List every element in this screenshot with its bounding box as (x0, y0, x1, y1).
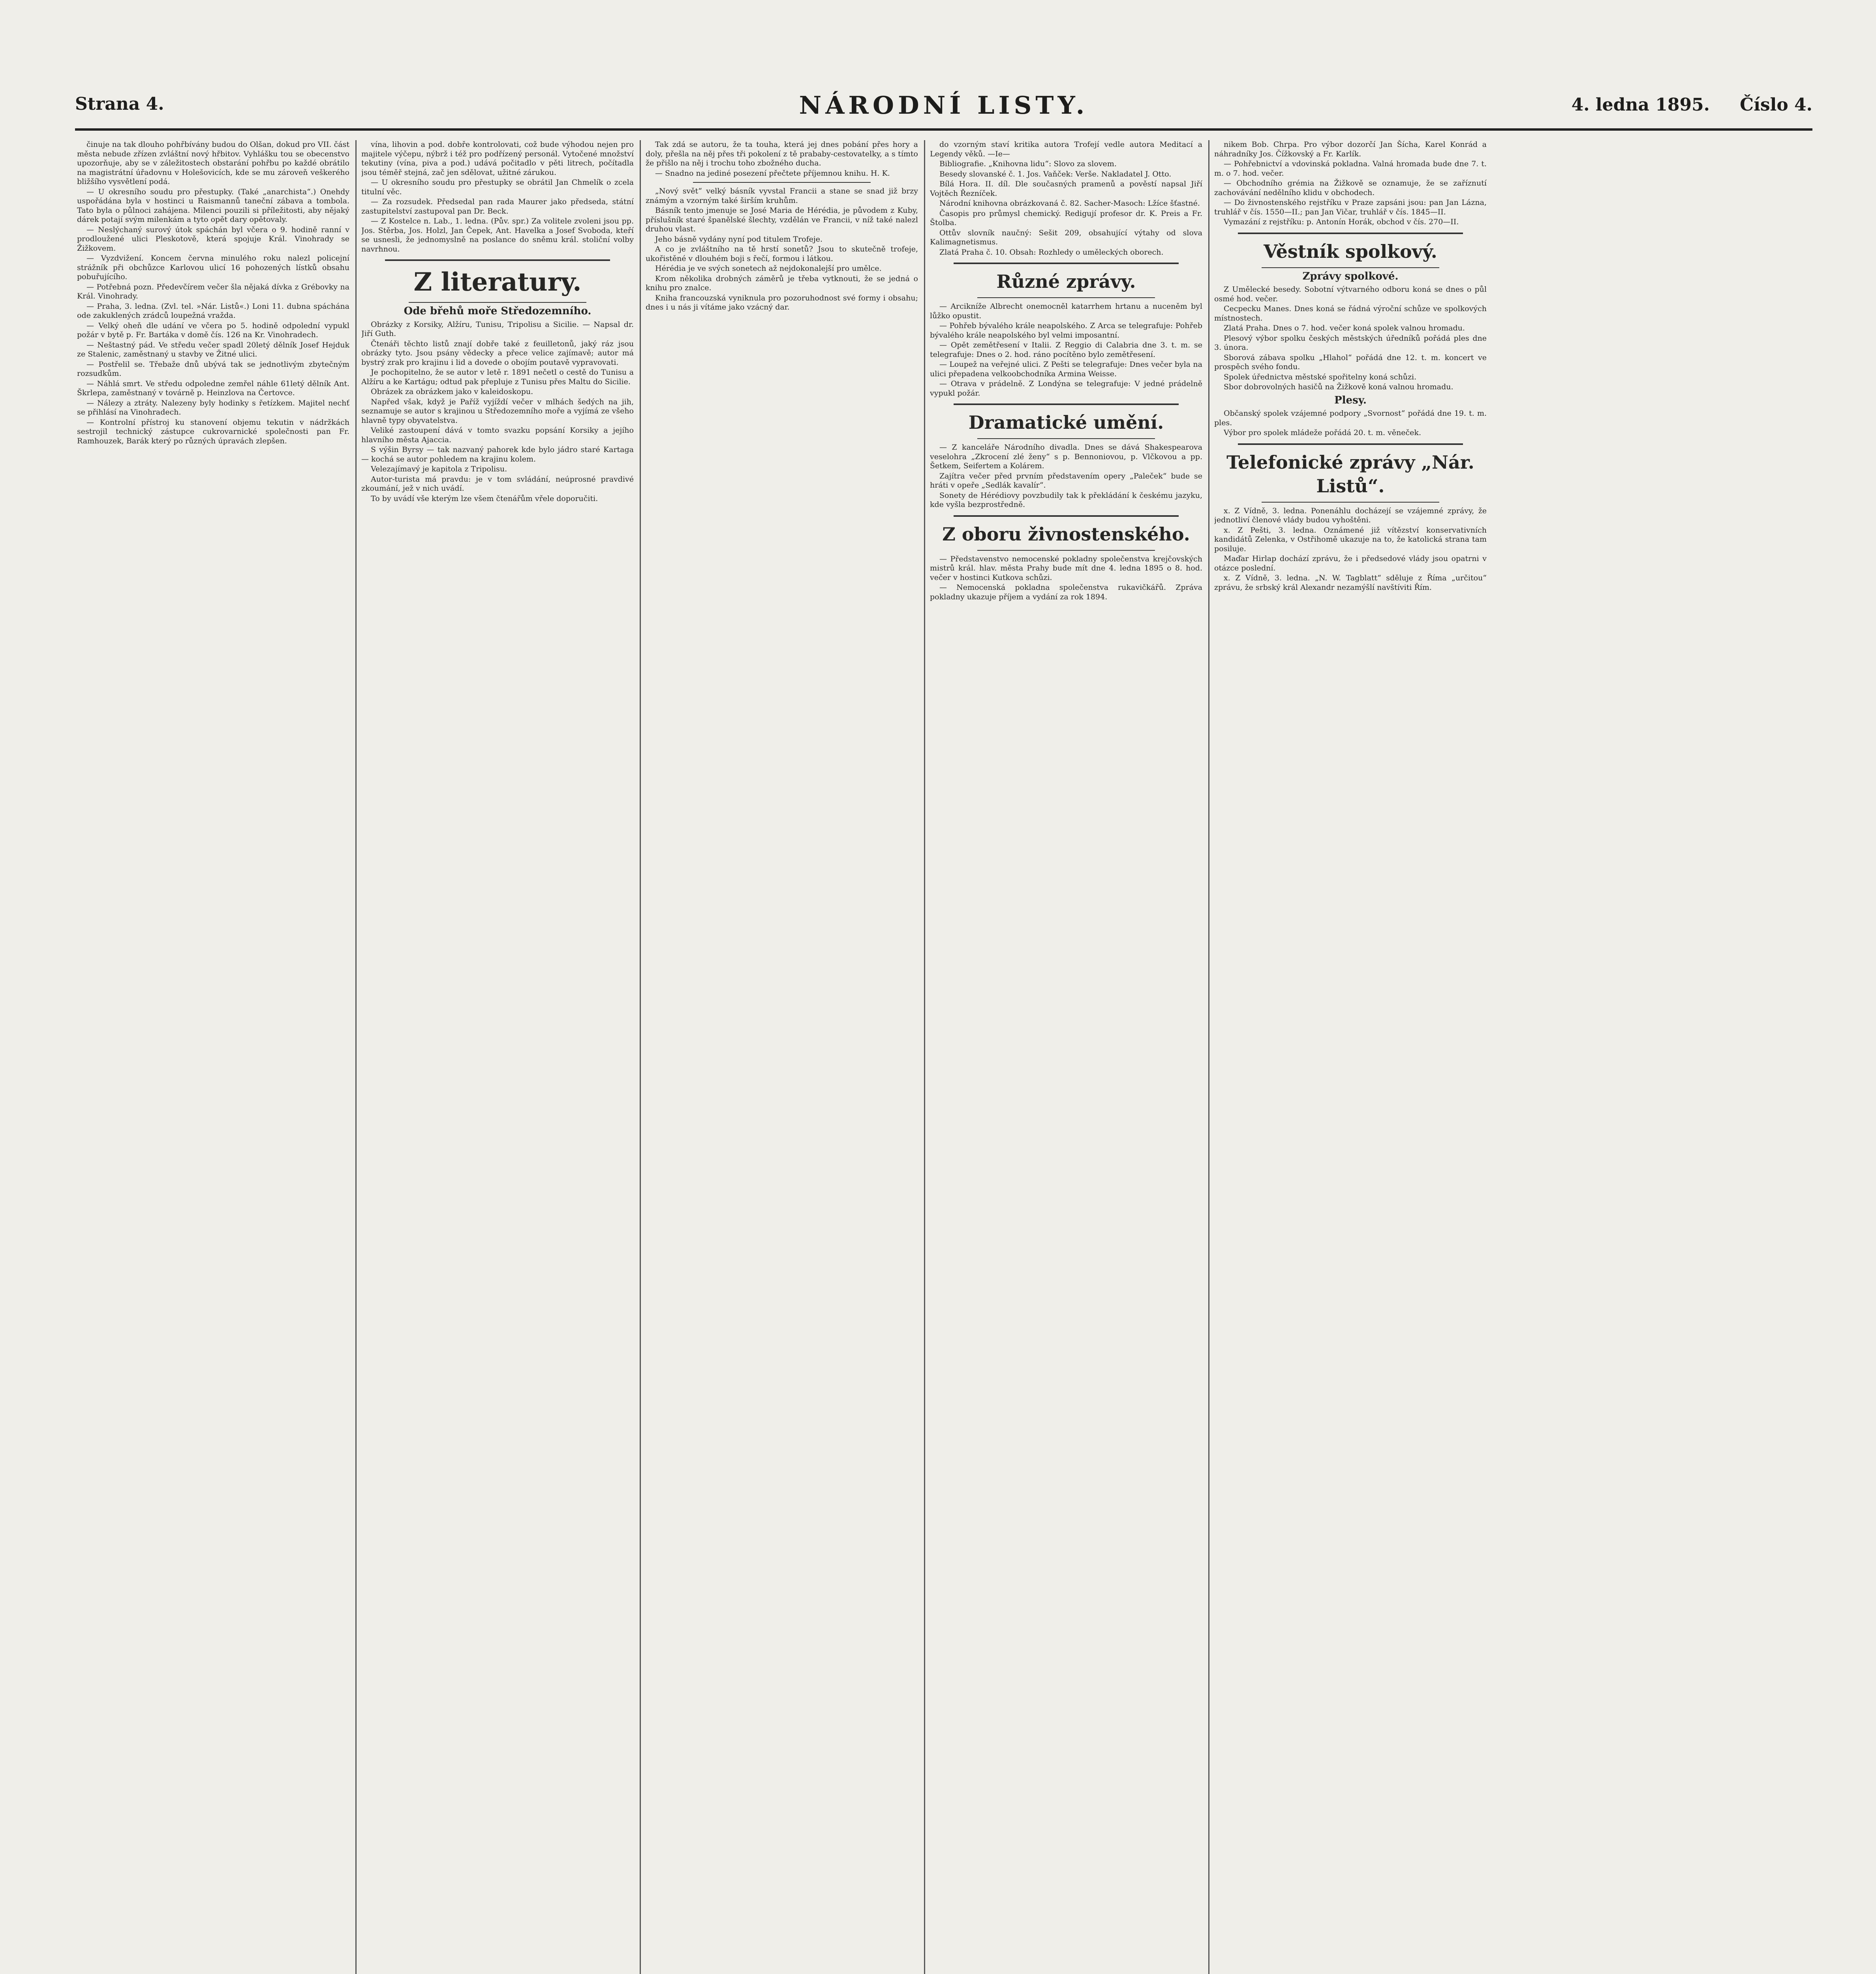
article-paragraph: Časopis pro průmysl chemický. Redigují profesor dr. K. Preis a Fr. Štolba. (930, 209, 1202, 227)
article-paragraph: — Z Kostelce n. Lab., 1. ledna. (Pův. spr.) Za volitele zvoleni jsou pp. Jos. Stěrba, Jos. Holzl, Jan Čepek, Ant. Havelka a Josef Svoboda, kteří se usnesli, že jednomyslně na poslance do sněmu král. stoliční volby navrhnou. (361, 217, 634, 253)
column-divider (355, 140, 357, 1974)
article-paragraph: — Do živnostenského rejstříku v Praze zapsáni jsou: pan Jan Lázna, truhlář v čís. 1550—II.; pan Jan Vičar, truhlář v čís. 1845—II. (1214, 198, 1487, 216)
article-paragraph: Cecpecku Manes. Dnes koná se řádná výroční schůze ve spolkových místnostech. (1214, 304, 1487, 323)
section-rule (954, 403, 1179, 405)
article-paragraph: — Pohřeb bývalého krále neapolského. Z Arca se telegrafuje: Pohřeb bývalého krále neapolského byl velmi imposantní. (930, 321, 1202, 340)
article-paragraph: — Vyzdvižení. Koncem června minulého roku nalezl policejní strážník při obchůzce Karlovou ulicí 16 pohozených lístků obsahu pobuřujícího. (77, 254, 349, 281)
article-paragraph: — Potřebná pozn. Předevčírem večer šla nějaká dívka z Grébovky na Král. Vinohrady. (77, 282, 349, 300)
article-paragraph: Sonety de Hérédiovy povzbudily tak k překládání k českému jazyku, kde vyšla bezprostředně. (930, 491, 1202, 509)
section-title-dramatic-arts: Dramatické umění. (968, 412, 1164, 433)
article-paragraph: Kniha francouzská vyniknula pro pozoruhodnost své formy i obsahu; dnes i u nás ji vítáme jako vzácný dar. (646, 293, 918, 311)
section-title-club-news: Věstník spolkový. (1264, 240, 1437, 262)
article-paragraph: Obrázek za obrázkem jako v kaleidoskopu. (371, 387, 533, 396)
article-paragraph: Bílá Hora. II. díl. Dle současných pramenů a pověstí napsal Jiří Vojtěch Řezníček. (930, 180, 1202, 198)
article-paragraph: — Nemocenská pokladna společenstva rukavičkářů. Zpráva pokladny ukazuje příjem a vydání za rok 1894. (930, 583, 1202, 601)
article-paragraph: Besedy slovanské č. 1. Jos. Vaňček: Verše. Nakladatel J. Otto. (939, 169, 1172, 178)
section-rule (385, 259, 610, 261)
article-paragraph: „Nový svět“ velký básník vyvstal Francii a stane se snad již brzy známým a vzorným také širším kruhům. (646, 187, 918, 205)
section-title-literature: Z literatury. (413, 267, 582, 297)
article-paragraph: — Představenstvo nemocenské pokladny společenstva krejčovských mistrů král. hlav. města Prahy bude mít dne 4. ledna 1895 o 8. hod. večer v hostinci Kutkova schůzi. (930, 554, 1202, 582)
article-paragraph: — Obchodního grémia na Žižkově se oznamuje, že se zaříznutí zachovávání nedělního klidu v obchodech. (1214, 179, 1487, 197)
section-rule (1262, 502, 1439, 503)
section-rule (954, 263, 1179, 264)
article-paragraph: Napřed však, když je Paříž vyjíždí večer v mlhách šedých na jih, seznamuje se autor s krajinou u Středozemního moře a vyjímá ze všeho hlavně typy obyvatelstva. (361, 397, 634, 425)
section-title-telephone-news: Telefonické zprávy „Nár. Listů“. (1226, 451, 1474, 497)
section-rule (977, 438, 1155, 439)
column-3 (646, 140, 918, 1974)
column-2 (361, 140, 634, 1974)
column-5 (1214, 140, 1810, 1974)
article-paragraph: Tak zdá se autoru, že ta touha, která jej dnes pobání přes hory a doly, přešla na něj přes tři pokolení z tě prababy-cestovatelky, a s tímto že přišlo na něj i trochu toho zbožného ducha. (646, 140, 918, 167)
article-paragraph: Sbor dobrovolných hasičů na Žižkově koná valnou hromadu. (1224, 383, 1453, 391)
article-paragraph: — Za rozsudek. Předsedal pan rada Maurer jako předseda, státní zastupitelství zastupoval pan Dr. Beck. (361, 197, 634, 216)
section-rule (954, 515, 1179, 517)
article-paragraph: x. Z Vídně, 3. ledna. „N. W. Tagblatt“ sděluje z Říma „určitou“ zprávu, že srbský král Alexandr nezamýšlí navštíviti Řím. (1214, 574, 1487, 592)
article-paragraph: Je pochopitelno, že se autor v letě r. 1891 nečetl o cestě do Tunisu a Alžíru a ke Kartágu; odtud pak přepluje z Tunisu přes Maltu do Sicilie. (361, 368, 634, 386)
article-paragraph: Z Umělecké besedy. Sobotní výtvarného odboru koná se dnes o půl osmé hod. večer. (1214, 285, 1487, 303)
article-paragraph: Obrázky z Korsiky, Alžíru, Tunisu, Tripolisu a Sicilie. — Napsal dr. Jiří Guth. (361, 320, 634, 338)
article-paragraph: Autor-turista má pravdu: je v tom svládání, neúprosné pravdivé zkoumání, jež v nich uvádí. (361, 475, 634, 493)
page-header (75, 91, 1812, 126)
column-divider (1208, 140, 1209, 1974)
article-paragraph: Plesový výbor spolku českých městských úředníků pořádá ples dne 3. února. (1214, 334, 1487, 352)
article-paragraph: Veliké zastoupení dává v tomto svazku popsání Korsiky a jejího hlavního města Ajaccia. (361, 426, 634, 444)
article-paragraph: Čtenáři těchto listů znají dobře také z feuilletonů, jaký ráz jsou obrázky tyto. Jsou psány vědecky a přece velice zajímavě; autor má bystrý zrak pro krajinu i lid a dovede o obojím poutavě vypravovati. (361, 339, 634, 367)
section-rule (409, 302, 586, 303)
header-rule (75, 128, 1812, 131)
article-paragraph: do vzorným staví kritika autora Trofejí vedle autora Meditací a Legendy věků. —Ie— (930, 140, 1202, 158)
section-rule (1262, 267, 1439, 268)
article-paragraph: S výšin Byrsy — tak nazvaný pahorek kde bylo jádro staré Kartaga — kochá se autor pohledem na krajinu kolem. (361, 445, 634, 463)
article-paragraph: Maďar Hirlap dochází zprávu, že i předsedové vlády jsou opatrni v otázce poslední. (1214, 554, 1487, 572)
section-rule (977, 297, 1155, 298)
column-divider (924, 140, 925, 1974)
article-paragraph: Hérédia je ve svých sonetech až nejdokonalejší pro umělce. (655, 264, 882, 273)
column-5-left (1214, 140, 1487, 593)
article-paragraph: Vymazání z rejstříku: p. Antonín Horák, obchod v čís. 270—II. (1224, 218, 1459, 226)
article-paragraph: Zajítra večer před prvním představením opery „Paleček“ bude se hráti v opeře „Sedlák kavalír“. (930, 471, 1202, 490)
article-paragraph: — Praha, 3. ledna. (Zvl. tel. »Nár. Listů«.) Loni 11. dubna spáchána ode zakuklených zrádců loupežná vražda. (77, 302, 349, 320)
article-paragraph: — Postřelil se. Třebaže dnů ubývá tak se jednotlivým zbytečným rozsudkům. (77, 360, 349, 378)
article-paragraph: vína, lihovin a pod. dobře kontrolovati, což bude výhodou nejen pro majitele výčepu, nýbrž i též pro podřízený personál. Vytočené množství tekutiny (vína, piva a pod.) udává počitadlo v pěti litrech, počítadla jsou téměř stejná, zač jen sdělovat, užitné zárukou. (361, 140, 634, 177)
article-paragraph: A co je zvláštního na tě hrstí sonetů? Jsou to skutečně trofeje, ukořistěné v dlouhém boji s řečí, formou i látkou. (646, 245, 918, 263)
section-title-trade: Z oboru živnostenského. (942, 523, 1190, 545)
article-paragraph: Bibliografie. „Knihovna lidu“: Slovo za slovem. (939, 159, 1117, 168)
article-paragraph: — Velký oheň dle udání ve včera po 5. hodině odpolední vypukl požár v bytě p. Fr. Bartáka v domě čís. 126 na Kr. Vinohradech. (77, 321, 349, 339)
article-paragraph: — Pohřebnictví a vdovinská pokladna. Valná hromada bude dne 7. t. m. o 7. hod. večer. (1214, 159, 1487, 178)
page-number: Strana 4. (75, 94, 164, 114)
article-paragraph: — Arcikníže Albrecht onemocněl katarrhem hrtanu a nuceněm byl lůžko opustit. (930, 302, 1202, 320)
article-paragraph: Velezajímavý je kapitola z Tripolisu. (371, 465, 507, 473)
article-paragraph: — U okresního soudu pro přestupky. (Také „anarchista“.) Onehdy uspořádána byla v hostinci u Raismannů taneční zábava a tombola. Tato byla o půlnoci zahájena. Milenci pouzili si příležitosti, aby nějaký dárek potají svým milenkám a tyto opět dary opětovaly. (77, 187, 349, 224)
article-paragraph: — Snadno na jediné posezení přečtete příjemnou knihu. H. K. (655, 169, 890, 178)
article-paragraph: Jeho básně vydány nyní pod titulem Trofeje. (655, 235, 823, 244)
section-rule (1238, 233, 1463, 234)
article-paragraph: Básník tento jmenuje se José Maria de Hérédia, je původem z Kuby, příslušník staré španělské šlechty, vzdělán ve Francii, v níž také nalezl druhou vlast. (646, 206, 918, 233)
article-paragraph: — U okresního soudu pro přestupky se obrátil Jan Chmelík o zcela titulní věc. (361, 178, 634, 196)
article-paragraph: Krom několika drobných záměrů je třeba vytknouti, že se jedná o knihu pro znalce. (646, 274, 918, 292)
article-paragraph: — Otrava v prádelně. Z Londýna se telegrafuje: V jedné prádelně vypukl požár. (930, 379, 1202, 398)
issue-date: 4. ledna 1895. (1571, 95, 1710, 115)
article-paragraph: Spolek úřednictva městské spořitelny koná schůzi. (1224, 372, 1417, 381)
subsection-title-balls: Plesy. (1334, 394, 1367, 406)
masthead-title: NÁRODNÍ LISTY. (799, 91, 1089, 120)
article-paragraph: Sborová zábava spolku „Hlahol“ pořádá dne 12. t. m. koncert ve prospěch svého fondu. (1214, 353, 1487, 371)
section-rule (1238, 443, 1463, 445)
article-paragraph: Občanský spolek vzájemné podpory „Svornost“ pořádá dne 19. t. m. ples. (1214, 409, 1487, 427)
column-4 (930, 140, 1202, 1974)
article-paragraph: To by uvádí vše kterým lze všem čtenářům vřele doporučiti. (371, 494, 598, 503)
column-divider (640, 140, 641, 1974)
section-rule (977, 550, 1155, 551)
article-paragraph: činuje na tak dlouho pohřbívány budou do Olšan, dokud pro VII. část města nebude zřízen zvláštní nový hřbitov. Vyhlášku tou se obecenstvo upozorňuje, aby se v záležitostech obstarání pohřbu po každé obrátilo na magistrátní úřadovnu v Holešovicích, kde se mu zároveň veškerého bližšího vysvětlení podá. (77, 140, 349, 186)
subsection-title: Zprávy spolkové. (1302, 270, 1399, 282)
article-paragraph: Zlatá Praha č. 10. Obsah: Rozhledy o uměleckých oborech. (939, 248, 1164, 257)
article-paragraph: Zlatá Praha. Dnes o 7. hod. večer koná spolek valnou hromadu. (1224, 324, 1465, 332)
article-paragraph: — Kontrolní přístroj ku stanovení objemu tekutin v nádržkách sestrojil technický zástupce cukrovarnické společnosti pan Fr. Ramhouzek, Barák který po různých úpravách zlepšen. (77, 418, 349, 445)
article-paragraph: — Náhlá smrt. Ve středu odpoledne zemřel náhle 61letý dělník Ant. Škrlepa, zaměstnaný v továrně p. Heinzlova na Čertovce. (77, 379, 349, 397)
article-paragraph: — Loupež na veřejné ulici. Z Pešti se telegrafuje: Dnes večer byla na ulici přepadena velkoobchodníka Armina Weisse. (930, 360, 1202, 378)
article-paragraph: — Z kanceláře Národního divadla. Dnes se dává Shakespearova veselohra „Zkrocení zlé ženy“ s p. Bennoniovou, p. Vlčkovou a pp. Šetkem, Seifertem a Kolárem. (930, 443, 1202, 470)
article-paragraph: Národní knihovna obrázkovaná č. 82. Sacher-Masoch: Lžíce šťastné. (939, 199, 1200, 208)
article-paragraph: — Opět zemětřesení v Italii. Z Reggio di Calabria dne 3. t. m. se telegrafuje: Dnes o 2. hod. ráno pocítěno bylo zemětřesení. (930, 341, 1202, 359)
article-paragraph: Ottův slovník naučný: Sešit 209, obsahující výtahy od slova Kalimagnetismus. (930, 228, 1202, 246)
article-paragraph: — Neštastný pád. Ve středu večer spadl 20letý dělník Josef Hejduk ze Stalenic, zaměstnaný u stavby ve Žitné ulici. (77, 340, 349, 358)
section-title-misc-news: Různé zprávy. (996, 271, 1136, 292)
article-headline: Ode břehů moře Středozemního. (404, 305, 592, 317)
section-rule (693, 182, 871, 183)
article-paragraph: Výbor pro spolek mládeže pořádá 20. t. m. věneček. (1224, 428, 1421, 437)
article-paragraph: — Nálezy a ztráty. Nalezeny byly hodinky s řetízkem. Majitel nechť se přihlásí na Vinohradech. (77, 398, 349, 417)
column-1 (77, 140, 349, 1974)
article-paragraph: x. Z Vídně, 3. ledna. Ponenáhlu docházejí se vzájemné zprávy, že jednotliví členové vlády budou vyhoštěni. (1214, 506, 1487, 524)
issue-number: Číslo 4. (1740, 95, 1812, 115)
article-paragraph: — Neslýchaný surový útok spáchán byl včera o 9. hodině ranní v prodloužené ulici Pleskotově, která spojuje Král. Vinohrady se Žižkovem. (77, 225, 349, 253)
article-paragraph: nikem Bob. Chrpa. Pro výbor dozorčí Jan Šícha, Karel Konrád a náhradníky Jos. Čížkovský a Fr. Karlík. (1214, 140, 1487, 158)
article-paragraph: x. Z Pešti, 3. ledna. Oznámené již vítězství konservativních kandidátů Zelenka, v Ostřihomě ukazuje na to, že katolická strana tam posiluje. (1214, 525, 1487, 553)
